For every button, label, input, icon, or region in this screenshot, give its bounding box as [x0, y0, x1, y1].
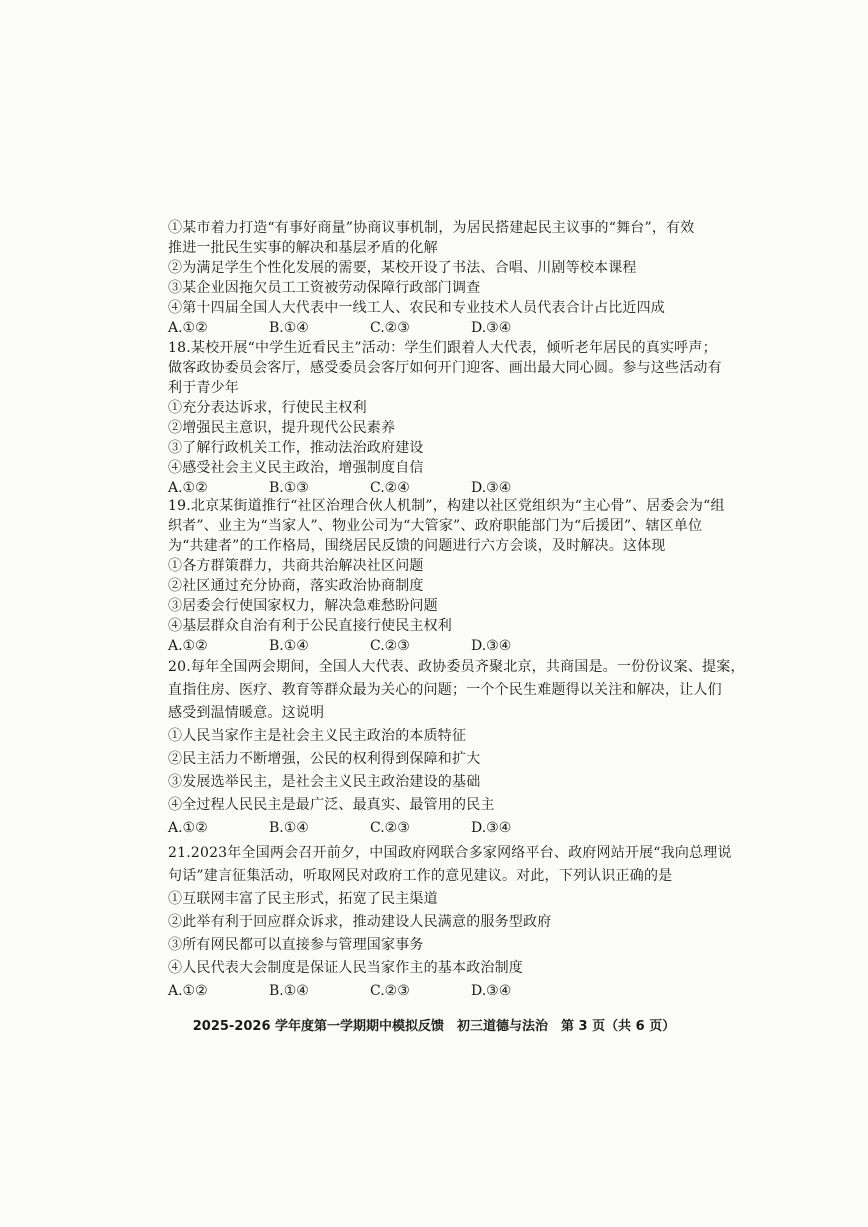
option-d: D.③④ — [471, 320, 512, 336]
answer-options — [168, 318, 748, 338]
statement-line: ④全过程人民民主是最广泛、最真实、最管用的民主 — [168, 797, 495, 813]
option-b: B.①④ — [269, 983, 309, 999]
option-d: D.③④ — [471, 480, 512, 496]
statement-line: ④基层群众自治有利于公民直接行使民主权利 — [168, 618, 452, 634]
statement-line: ②此举有利于回应群众诉求，推动建设人民满意的服务型政府 — [168, 914, 552, 930]
statement-line: ③发展选举民主，是社会主义民主政治建设的基础 — [168, 774, 481, 790]
option-b: B.①④ — [269, 820, 309, 836]
option-d: D.③④ — [471, 983, 512, 999]
question-20 — [168, 656, 748, 840]
statement-line: ③所有网民都可以直接参与管理国家事务 — [168, 937, 424, 953]
question-stem: 句话”建言征集活动，听取网民对政府工作的意见建议。对此，下列认识正确的是 — [168, 868, 673, 884]
statement-line: ②为满足学生个性化发展的需要，某校开设了书法、合唱、川剧等校本课程 — [168, 260, 637, 276]
question-line: ①某市着力打造“有事好商量”协商议事机制，为居民搭建起民主议事的“舞台”，有效 — [168, 220, 695, 236]
option-c: C.②③ — [370, 320, 410, 336]
statement-line: ②社区通过充分协商，落实政治协商制度 — [168, 578, 424, 594]
statement-line: ②增强民主意识，提升现代公民素养 — [168, 420, 396, 436]
statement-line: ④第十四届全国人大代表中一线工人、农民和专业技术人员代表合计占比近四成 — [168, 300, 665, 316]
option-c: C.②③ — [370, 983, 410, 999]
statement-line: ④人民代表大会制度是保证人民当家作主的基本政治制度 — [168, 960, 523, 976]
question-stem: 20.每年全国两会期间，全国人大代表、政协委员齐聚北京，共商国是。一份份议案、提案， — [168, 659, 745, 675]
statement-line: ③居委会行使国家权力，解决急难愁盼问题 — [168, 598, 438, 614]
answer-options — [168, 980, 748, 1003]
option-c: C.②④ — [370, 480, 410, 496]
question-stem: 19.北京某街道推行“社区治理合伙人机制”，构建以社区党组织为“主心骨”、居委会为“组 — [168, 498, 725, 514]
question-stem: 感受到温情暖意。这说明 — [168, 705, 325, 721]
statement-line: ①各方群策群力，共商共治解决社区问题 — [168, 558, 424, 574]
question-stem: 利于青少年 — [168, 380, 239, 396]
question-19 — [168, 496, 748, 656]
answer-options — [168, 478, 748, 498]
option-c: C.②③ — [370, 820, 410, 836]
question-stem: 为“共建者”的工作格局，围绕居民反馈的问题进行六方会谈，及时解决。这体现 — [168, 538, 666, 554]
statement-line: ①人民当家作主是社会主义民主政治的本质特征 — [168, 728, 467, 744]
question-stem: 21.2023年全国两会召开前夕，中国政府网联合多家网络平台、政府网站开展“我向总理说 — [168, 845, 732, 861]
question-18 — [168, 338, 748, 498]
option-a: A.①② — [168, 638, 208, 654]
statement-line: ①充分表达诉求，行使民主权利 — [168, 400, 367, 416]
question-stem: 18.某校开展“中学生近看民主”活动：学生们跟着人大代表，倾听老年居民的真实呼声； — [168, 340, 717, 356]
statement-line: ③了解行政机关工作，推动法治政府建设 — [168, 440, 424, 456]
option-b: B.①④ — [269, 638, 309, 654]
option-a: A.①② — [168, 480, 208, 496]
option-b: B.①④ — [269, 320, 309, 336]
option-d: D.③④ — [471, 820, 512, 836]
question-line: 推进一批民生实事的解决和基层矛盾的化解 — [168, 240, 438, 256]
answer-options — [168, 817, 748, 840]
page-footer: 2025-2026 学年度第一学期期中模拟反馈 初三道德与法治 第 3 页（共 6 页） — [192, 1019, 676, 1034]
question-stem: 做客政协委员会客厅，感受委员会客厅如何开门迎客、画出最大同心圆。参与这些活动有 — [168, 360, 722, 376]
question-stem: 直指住房、医疗、教育等群众最为关心的问题；一个个民生难题得以关注和解决，让人们 — [168, 682, 722, 698]
question-stem: 织者”、业主为“当家人”、物业公司为“大管家”、政府职能部门为“后援团”、辖区单位 — [168, 518, 703, 534]
question-17 — [168, 218, 748, 338]
option-a: A.①② — [168, 320, 208, 336]
statement-line: ②民主活力不断增强，公民的权利得到保障和扩大 — [168, 751, 481, 767]
option-a: A.①② — [168, 820, 208, 836]
option-b: B.①③ — [269, 480, 309, 496]
answer-options — [168, 636, 748, 656]
statement-line: ①互联网丰富了民主形式，拓宽了民主渠道 — [168, 891, 438, 907]
option-c: C.②③ — [370, 638, 410, 654]
statement-line: ④感受社会主义民主政治，增强制度自信 — [168, 460, 424, 476]
option-d: D.③④ — [471, 638, 512, 654]
statement-line: ③某企业因拖欠员工工资被劳动保障行政部门调查 — [168, 280, 481, 296]
question-21 — [168, 842, 748, 1003]
option-a: A.①② — [168, 983, 208, 999]
